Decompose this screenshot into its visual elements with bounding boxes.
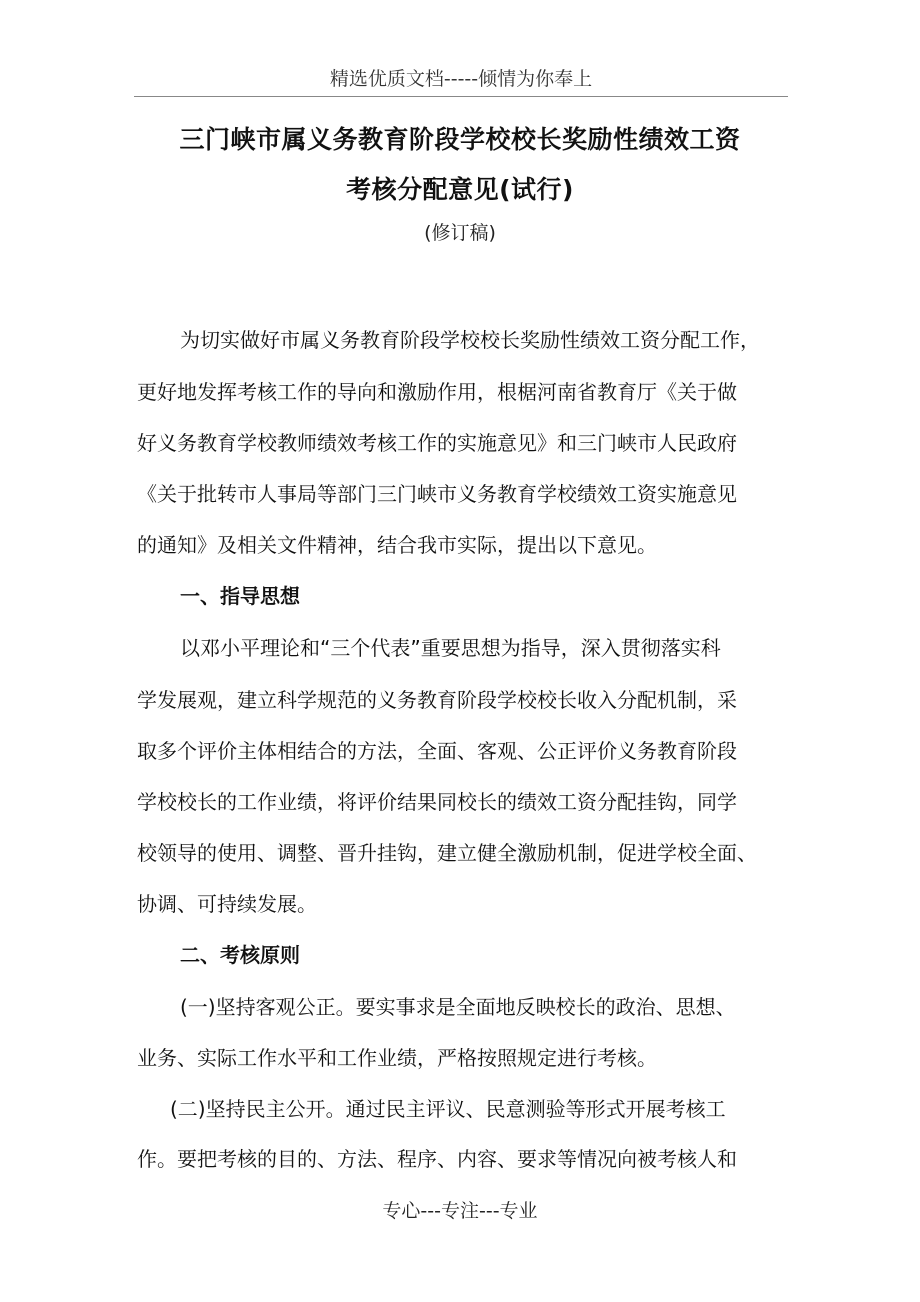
document-subtitle: (修订稿) bbox=[424, 222, 496, 244]
body-line: (二)坚持民主公开。通过民主评议、民意测验等形式开展考核工 bbox=[170, 1097, 726, 1121]
body-line: 作。要把考核的目的、方法、程序、内容、要求等情况向被考核人和 bbox=[137, 1147, 737, 1171]
body-line: 《关于批转市人事局等部门三门峡市义务教育学校绩效工资实施意见 bbox=[137, 482, 737, 506]
section-heading: 一、指导思想 bbox=[180, 584, 300, 608]
document-title-line-1: 三门峡市属义务教育阶段学校校长奖励性绩效工资 bbox=[179, 125, 741, 154]
body-line: 学发展观，建立科学规范的义务教育阶段学校校长收入分配机制，采 bbox=[137, 688, 737, 712]
body-line: 为切实做好市属义务教育阶段学校校长奖励性绩效工资分配工作， bbox=[180, 328, 760, 352]
body-line: 好义务教育学校教师绩效考核工作的实施意见》和三门峡市人民政府 bbox=[137, 431, 737, 455]
body-line: 业务、实际工作水平和工作业绩，严格按照规定进行考核。 bbox=[137, 1046, 657, 1070]
body-line: 校领导的使用、调整、晋升挂钩，建立健全激励机制，促进学校全面、 bbox=[137, 841, 757, 865]
section-heading: 二、考核原则 bbox=[180, 943, 300, 967]
document-title-line-2: 考核分配意见(试行) bbox=[346, 175, 574, 204]
page-header: 精选优质文档-----倾情为你奉上 bbox=[329, 68, 593, 90]
body-line: 的通知》及相关文件精神，结合我市实际，提出以下意见。 bbox=[137, 533, 657, 557]
body-line: 学校校长的工作业绩，将评价结果同校长的绩效工资分配挂钩，同学 bbox=[137, 790, 737, 814]
header-divider bbox=[134, 96, 788, 97]
body-line: (一)坚持客观公正。要实事求是全面地反映校长的政治、思想、 bbox=[180, 995, 736, 1019]
body-line: 取多个评价主体相结合的方法，全面、客观、公正评价义务教育阶段 bbox=[137, 739, 737, 763]
body-line: 更好地发挥考核工作的导向和激励作用，根椐河南省教育厅《关于做 bbox=[137, 380, 737, 404]
body-line: 协调、可持续发展。 bbox=[137, 892, 317, 916]
page-footer: 专心---专注---专业 bbox=[382, 1200, 538, 1222]
body-line: 以邓小平理论和“三个代表”重要思想为指导，深入贯彻落实科 bbox=[180, 636, 721, 660]
